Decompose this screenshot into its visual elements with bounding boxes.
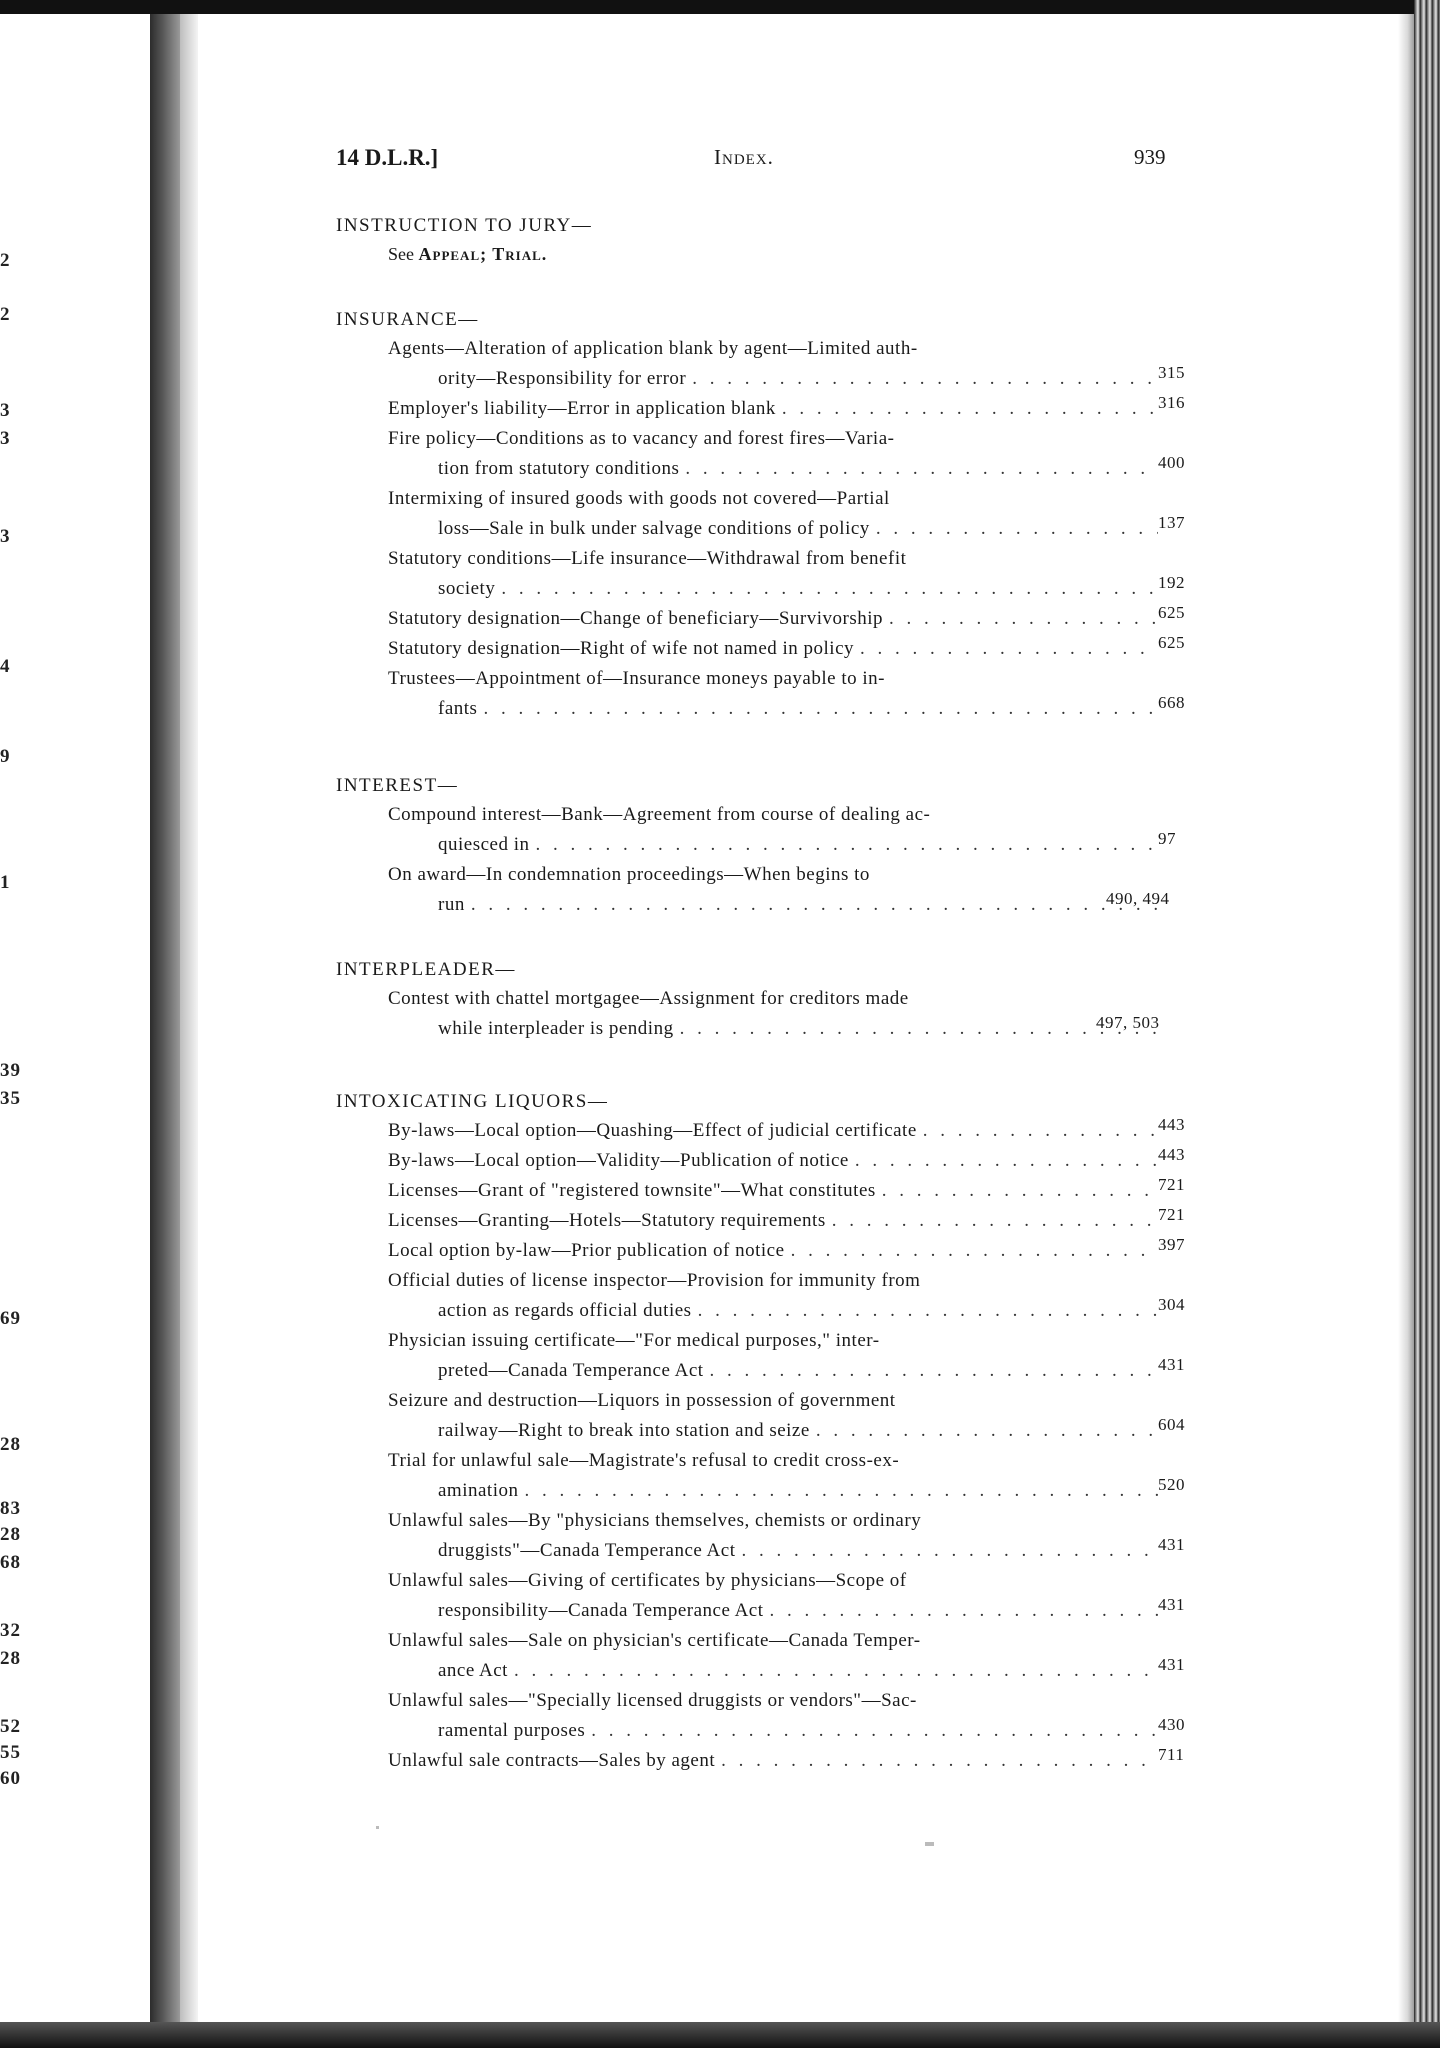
entry-text: Unlawful sales—By "physicians themselves, chemists or ordinary — [388, 1510, 922, 1531]
entry-text: Statutory conditions—Life insurance—Withdrawal from benefit — [388, 548, 907, 569]
page-reference: 97 — [1158, 829, 1176, 848]
margin-number: 1 — [0, 872, 11, 893]
dot-leader — [770, 1596, 1158, 1626]
dot-leader — [536, 830, 1158, 860]
page-reference: 443 — [1158, 1145, 1185, 1164]
index-entry — [336, 544, 1185, 604]
ink-speck — [376, 1826, 379, 1829]
dot-leader — [782, 394, 1158, 424]
section-heading: INTEREST— — [336, 775, 459, 796]
scan-top-edge — [0, 0, 1440, 14]
entry-text: Physician issuing certificate—"For medical purposes," inter- — [388, 1330, 880, 1351]
index-entry — [336, 603, 1185, 634]
index-section-intoxicating-liquors — [336, 1088, 1216, 1776]
entry-text: Trial for unlawful sale—Magistrate's refusal to credit cross-ex- — [388, 1450, 900, 1471]
index-entry — [336, 860, 1170, 920]
index-entry — [336, 1145, 1185, 1176]
entry-text: railway—Right to break into station and seize — [438, 1420, 810, 1441]
page-reference: 668 — [1158, 693, 1185, 712]
entry-text: Fire policy—Conditions as to vacancy and forest fires—Varia- — [388, 428, 895, 449]
dot-leader — [923, 1116, 1158, 1146]
index-entry — [336, 1115, 1185, 1146]
scan-bottom-edge — [0, 2022, 1440, 2048]
entry-text: amination — [438, 1480, 519, 1501]
dot-leader — [692, 364, 1158, 394]
margin-number: 60 — [0, 1768, 21, 1789]
page-reference: 625 — [1158, 603, 1185, 622]
dot-leader — [471, 890, 1158, 920]
entry-text: preted—Canada Temperance Act — [438, 1360, 704, 1381]
page-reference: 431 — [1158, 1655, 1185, 1674]
ink-speck — [925, 1842, 934, 1846]
running-head — [336, 145, 1216, 175]
margin-number: 69 — [0, 1308, 21, 1329]
dot-leader — [816, 1416, 1158, 1446]
index-entry — [336, 1326, 1185, 1386]
entry-text: Statutory designation—Change of beneficiary—Survivorship — [388, 608, 883, 629]
index-entry — [336, 1386, 1185, 1446]
margin-number: 32 — [0, 1620, 21, 1641]
margin-number: 3 — [0, 428, 11, 449]
index-entry — [336, 393, 1185, 424]
section-title: Index. — [714, 145, 774, 169]
entry-text: ority—Responsibility for error — [438, 368, 687, 389]
entry-text: tion from statutory conditions — [438, 458, 680, 479]
margin-number: 55 — [0, 1742, 21, 1763]
page-reference: 316 — [1158, 393, 1185, 412]
index-entry — [336, 1266, 1185, 1326]
dot-leader — [876, 514, 1158, 544]
index-entry — [336, 334, 1185, 394]
entry-text: quiesced in — [438, 834, 530, 855]
index-entry — [336, 984, 1158, 1044]
entry-text: Licenses—Granting—Hotels—Statutory requirements — [388, 1210, 826, 1231]
entry-text: ance Act — [438, 1660, 508, 1681]
page-reference: 304 — [1158, 1295, 1185, 1314]
page-reference: 721 — [1158, 1205, 1185, 1224]
entry-text: run — [438, 894, 465, 915]
entry-text: society — [438, 578, 496, 599]
index-section-instruction-to-jury — [336, 212, 1216, 268]
entry-text: ramental purposes — [438, 1720, 586, 1741]
dot-leader — [721, 1746, 1158, 1776]
see-also-line — [336, 240, 1216, 268]
index-entry — [336, 424, 1185, 484]
page-reference: 397 — [1158, 1235, 1185, 1254]
dot-leader — [860, 634, 1158, 664]
index-entry — [336, 1175, 1185, 1206]
entry-text: Unlawful sales—Sale on physician's certificate—Canada Temper- — [388, 1630, 921, 1651]
entry-text: action as regards official duties — [438, 1300, 692, 1321]
margin-number: 35 — [0, 1088, 21, 1109]
index-entry — [336, 1566, 1185, 1626]
page-reference: 431 — [1158, 1355, 1185, 1374]
dot-leader — [591, 1716, 1158, 1746]
dot-leader — [501, 574, 1158, 604]
see-label: See — [388, 244, 414, 264]
book-spine-shadow — [150, 14, 180, 2022]
see-references: Appeal; Trial. — [418, 244, 548, 264]
margin-number: 2 — [0, 304, 11, 325]
page-reference: 490, 494 — [1106, 889, 1170, 908]
margin-number: 3 — [0, 400, 11, 421]
dot-leader — [514, 1656, 1158, 1686]
entry-text: On award—In condemnation proceedings—When begins to — [388, 864, 870, 885]
margin-number: 83 — [0, 1498, 21, 1519]
index-section-interest — [336, 772, 1216, 920]
entry-text: Intermixing of insured goods with goods not covered—Partial — [388, 488, 890, 509]
section-heading: INSURANCE— — [336, 309, 479, 330]
dot-leader — [524, 1476, 1158, 1506]
entry-text: Seizure and destruction—Liquors in possession of government — [388, 1390, 896, 1411]
margin-number: 68 — [0, 1552, 21, 1573]
index-entry — [336, 664, 1185, 724]
margin-number: 3 — [0, 526, 11, 547]
dot-leader — [882, 1176, 1158, 1206]
dot-leader — [685, 454, 1158, 484]
page-reference: 431 — [1158, 1595, 1185, 1614]
page-reference: 315 — [1158, 363, 1185, 382]
index-section-insurance — [336, 306, 1216, 724]
entry-text: fants — [438, 698, 478, 719]
dot-leader — [742, 1536, 1159, 1566]
section-heading: INTERPLEADER— — [336, 959, 516, 980]
page-reference: 625 — [1158, 633, 1185, 652]
entry-text: By-laws—Local option—Validity—Publication of notice — [388, 1150, 849, 1171]
margin-number: 39 — [0, 1060, 21, 1081]
page-reference: 520 — [1158, 1475, 1185, 1494]
dot-leader — [791, 1236, 1158, 1266]
entry-text: Official duties of license inspector—Provision for immunity from — [388, 1270, 921, 1291]
page-reference: 443 — [1158, 1115, 1185, 1134]
dot-leader — [855, 1146, 1158, 1176]
section-heading: INSTRUCTION TO JURY— — [336, 215, 593, 236]
index-entry — [336, 1506, 1185, 1566]
index-entry — [336, 800, 1176, 860]
page-reference: 604 — [1158, 1415, 1185, 1434]
volume-reference: 14 D.L.R.] — [336, 145, 439, 170]
dot-leader — [483, 694, 1158, 724]
index-entry — [336, 1205, 1185, 1236]
margin-number: 28 — [0, 1434, 21, 1455]
page-reference: 711 — [1158, 1745, 1185, 1764]
dot-leader — [710, 1356, 1158, 1386]
margin-number: 28 — [0, 1648, 21, 1669]
page-reference: 192 — [1158, 573, 1185, 592]
entry-text: By-laws—Local option—Quashing—Effect of judicial certificate — [388, 1120, 917, 1141]
dot-leader — [680, 1014, 1158, 1044]
entry-text: Statutory designation—Right of wife not named in policy — [388, 638, 855, 659]
page-reference: 721 — [1158, 1175, 1185, 1194]
gutter-shading — [180, 14, 198, 2022]
index-entry — [336, 1745, 1185, 1776]
index-entry — [336, 1446, 1185, 1506]
section-heading: INTOXICATING LIQUORS— — [336, 1091, 609, 1112]
index-entry — [336, 633, 1185, 664]
index-section-interpleader — [336, 956, 1216, 1044]
page-reference: 400 — [1158, 453, 1185, 472]
page-reference: 497, 503 — [1096, 1013, 1160, 1032]
page-reference: 430 — [1158, 1715, 1185, 1734]
page-reference: 431 — [1158, 1535, 1185, 1554]
dot-leader — [698, 1296, 1158, 1326]
margin-number: 4 — [0, 656, 11, 677]
entry-text: loss—Sale in bulk under salvage conditions of policy — [438, 518, 870, 539]
entry-text: Agents—Alteration of application blank by agent—Limited auth- — [388, 338, 918, 359]
entry-text: druggists"—Canada Temperance Act — [438, 1540, 736, 1561]
entry-text: Compound interest—Bank—Agreement from course of dealing ac- — [388, 804, 931, 825]
page-number: 939 — [1134, 145, 1166, 169]
margin-number: 52 — [0, 1716, 21, 1737]
page-edge-shading — [1398, 14, 1414, 2022]
margin-number: 2 — [0, 250, 11, 271]
margin-number: 28 — [0, 1524, 21, 1545]
dot-leader — [889, 604, 1158, 634]
index-entry — [336, 1686, 1185, 1746]
entry-text: Unlawful sale contracts—Sales by agent — [388, 1750, 716, 1771]
entry-text: Local option by-law—Prior publication of notice — [388, 1240, 785, 1261]
entry-text: while interpleader is pending — [438, 1018, 674, 1039]
index-entry — [336, 484, 1185, 544]
entry-text: responsibility—Canada Temperance Act — [438, 1600, 764, 1621]
index-entry — [336, 1235, 1185, 1266]
entry-text: Trustees—Appointment of—Insurance moneys payable to in- — [388, 668, 885, 689]
entry-text: Unlawful sales—Giving of certificates by physicians—Scope of — [388, 1570, 907, 1591]
margin-number: 9 — [0, 746, 11, 767]
entry-text: Unlawful sales—"Specially licensed druggists or vendors"—Sac- — [388, 1690, 917, 1711]
entry-text: Licenses—Grant of "registered townsite"—What constitutes — [388, 1180, 876, 1201]
entry-text: Contest with chattel mortgagee—Assignment for creditors made — [388, 988, 909, 1009]
index-entry — [336, 1626, 1185, 1686]
dot-leader — [832, 1206, 1158, 1236]
page-reference: 137 — [1158, 513, 1185, 532]
stacked-page-edges — [1414, 0, 1440, 2048]
entry-text: Employer's liability—Error in application blank — [388, 398, 776, 419]
